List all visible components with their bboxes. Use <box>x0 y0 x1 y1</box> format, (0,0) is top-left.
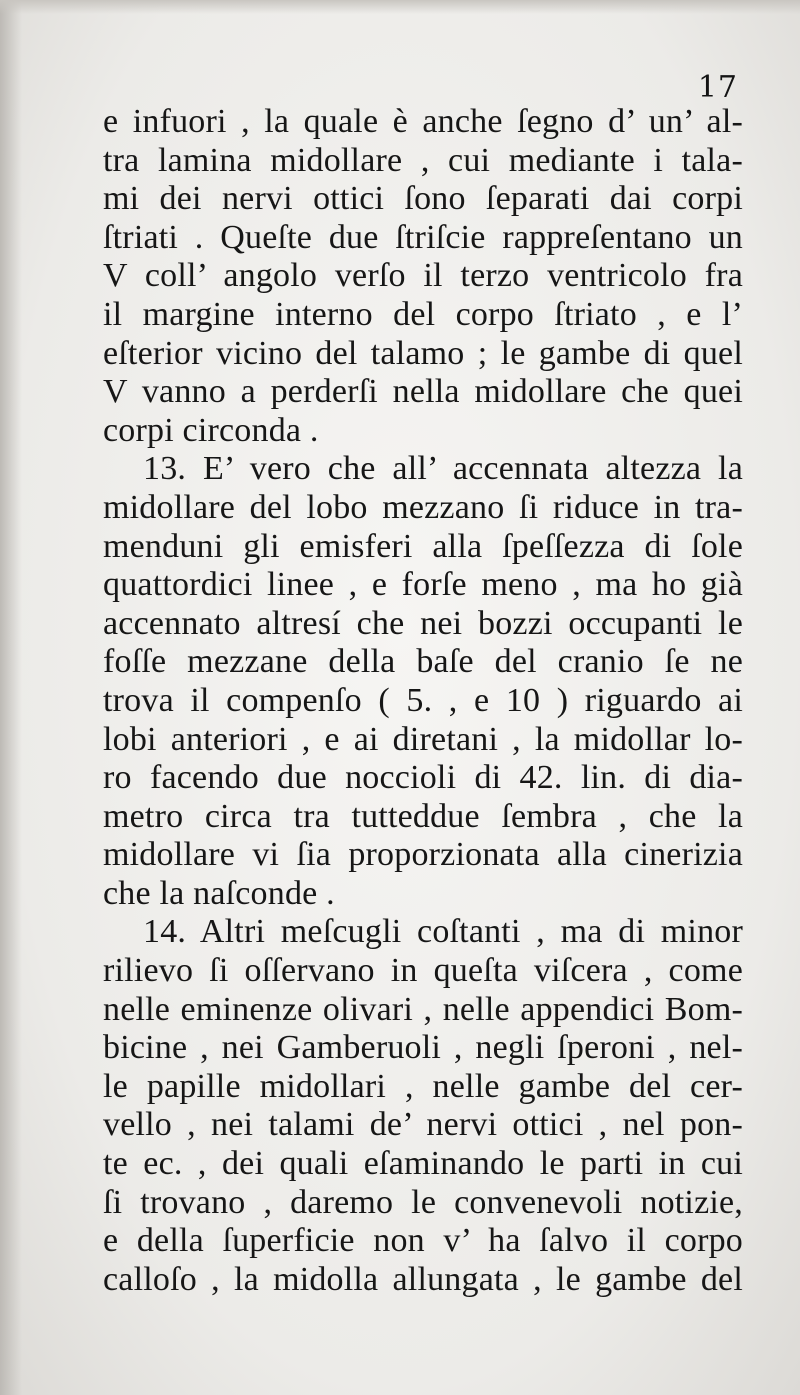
text-line: midollare del lobo mezzano ſi riduce in tra- <box>103 488 743 526</box>
page-shadow-left <box>0 0 22 1395</box>
text-line: calloſo , la midolla allungata , le gambe del <box>103 1260 743 1298</box>
text-line: V vanno a perderſi nella midollare che quei <box>103 373 743 411</box>
text-line: ſi trovano , daremo le convenevoli notizie, <box>103 1183 743 1221</box>
text-line: corpi circonda . <box>103 411 319 449</box>
page-number: 17 <box>697 70 738 105</box>
text-line: il margine interno del corpo ſtriato , e l’ <box>103 295 743 333</box>
text-line: nelle eminenze olivari , nelle appendici Bom- <box>103 990 743 1028</box>
text-line: quattordici linee , e forſe meno , ma ho già <box>103 566 743 604</box>
text-line: bicine , nei Gamberuoli , negli ſperoni , nel- <box>103 1029 743 1067</box>
text-line: metro circa tra tutteddue ſembra , che la <box>103 797 743 835</box>
page-shadow-top <box>0 0 800 14</box>
text-line: vello , nei talami de’ nervi ottici , nel pon- <box>103 1106 743 1144</box>
text-line: V coll’ angolo verſo il terzo ventricolo fra <box>103 257 743 295</box>
text-line: menduni gli emisferi alla ſpeſſezza di ſole <box>103 527 743 565</box>
text-line: 14. Altri meſcugli coſtanti , ma di minor <box>143 913 743 951</box>
text-line: lobi anteriori , e ai diretani , la midollar lo- <box>103 720 743 758</box>
text-line: ſtriati . Queſte due ſtriſcie rappreſentano un <box>103 218 743 256</box>
text-line: rilievo ſi oſſervano in queſta viſcera , come <box>103 952 743 990</box>
text-line: midollare vi ſia proporzionata alla cinerizia <box>103 836 743 874</box>
text-line: eſterior vicino del talamo ; le gambe di quel <box>103 334 743 372</box>
text-line: trova il compenſo ( 5. , e 10 ) riguardo ai <box>103 681 743 719</box>
text-line: foſſe mezzane della baſe del cranio ſe ne <box>103 643 743 681</box>
text-line: tra lamina midollare , cui mediante i tala- <box>103 141 743 179</box>
text-line: e della ſuperficie non v’ ha ſalvo il corpo <box>103 1222 743 1260</box>
text-line: 13. E’ vero che all’ accennata altezza la <box>143 450 743 488</box>
body-text <box>103 103 743 1299</box>
text-line: mi dei nervi ottici ſono ſeparati dai corpi <box>103 180 743 218</box>
text-line: che la naſconde . <box>103 874 335 912</box>
text-line: e infuori , la quale è anche ſegno d’ un’ al- <box>103 103 743 140</box>
text-line: ro facendo due noccioli di 42. lin. di dia- <box>103 759 743 797</box>
text-line: le papille midollari , nelle gambe del cer- <box>103 1067 743 1105</box>
text-line: accennato altresí che nei bozzi occupanti le <box>103 604 743 642</box>
text-line: te ec. , dei quali eſaminando le parti in cui <box>103 1145 743 1183</box>
